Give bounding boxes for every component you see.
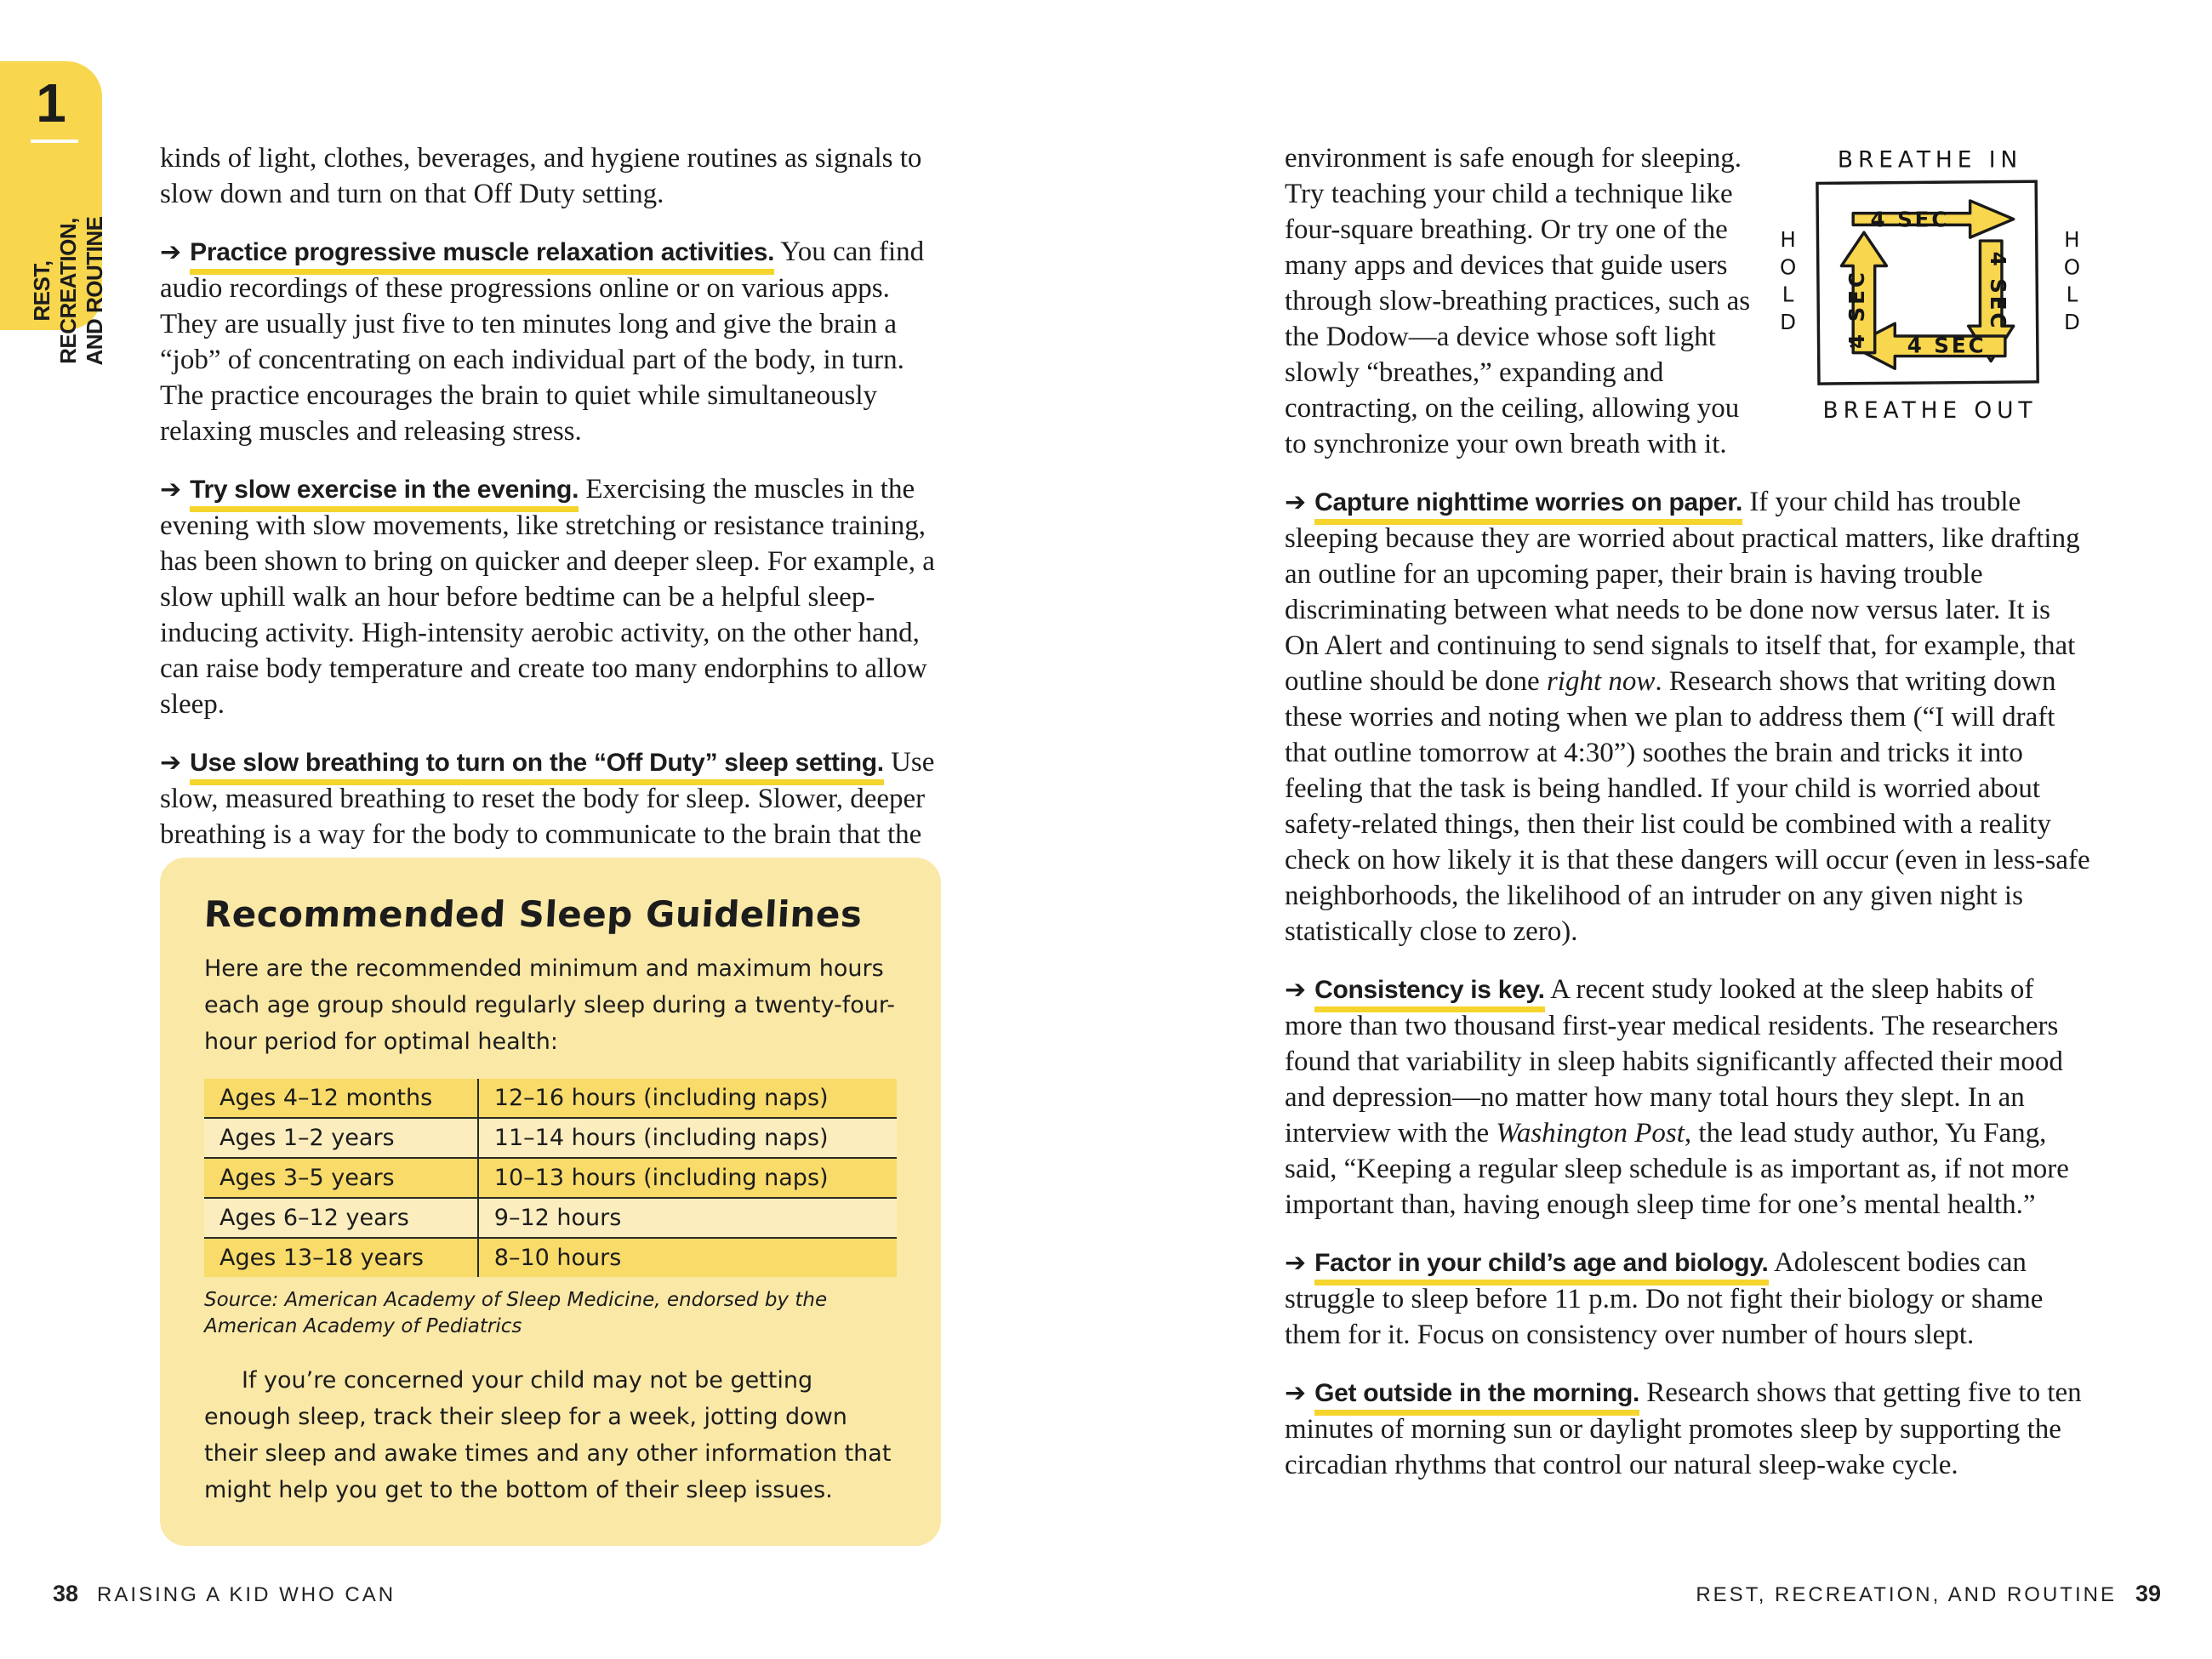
bullet-body: A recent study looked at the sleep habits of more than two thousand first-year medical residents. The researchers found that variability in sleep habits significantly affected their mood and depression—no matter how many total hours they slept. In an interview with the	[1285, 974, 2063, 1149]
diagram-hold-left-label	[1780, 227, 1796, 334]
diagram-4sec-top: 4 SEC	[1870, 207, 1950, 232]
bullet-heading: Get outside in the morning.	[1314, 1379, 1639, 1416]
bullet-get-outside	[1285, 1375, 2091, 1483]
bullet-body: You can find audio recordings of these progressions online or on various apps. They are usually just five to ten minutes long and give the brain a “job” of concentrating on each individual part of the body, in turn. The practice encourages the brain to quiet while simultaneously relaxing muscles and releasing stress.	[160, 237, 925, 447]
svg-text:D: D	[1780, 310, 1797, 335]
arrow-bullet-icon: ➔	[1285, 487, 1307, 517]
bullet-body: Use slow, measured breathing to reset the body for sleep. Slower, deeper breathing is a way for the body to communicate to the brain that the	[160, 747, 935, 850]
arrow-bullet-icon: ➔	[160, 748, 182, 778]
page-number-left: 38	[53, 1581, 79, 1606]
bullet-heading: Capture nighttime worries on paper.	[1314, 488, 1742, 525]
book-title: RAISING A KID WHO CAN	[97, 1583, 396, 1606]
hours-cell: 11–14 hours (including naps)	[478, 1118, 897, 1158]
bullet-body-italic: right now	[1546, 666, 1656, 697]
svg-text:O: O	[1779, 254, 1797, 280]
right-intro-text: environment is safe enough for sleeping. Try teaching your child a technique like four-square breathing. Or try one of the many apps and devices that guide users through slow-breathing practices, such as the Dodow—a device whose soft light slowly “breathes,” expanding and contracting, on the ceiling, allowing you to synchronize your own breath with it.	[1285, 143, 1751, 459]
bullet-age-biology	[1285, 1245, 2091, 1353]
bullet-heading: Factor in your child’s age and biology.	[1314, 1249, 1768, 1286]
diagram-breathe-out-label: BREATHE OUT	[1822, 397, 2038, 425]
hours-cell: 9–12 hours	[478, 1198, 897, 1238]
sleep-box-intro: Here are the recommended minimum and maximum hours each age group should regularly sleep during a twenty-four-hour period for optimal health:	[204, 955, 895, 1055]
diagram-hold-right-label	[2064, 227, 2080, 334]
svg-text:H: H	[2064, 226, 2080, 252]
right-intro-paragraph	[1285, 140, 2091, 462]
bullet-capture-worries	[1285, 484, 2091, 949]
svg-text:H: H	[1780, 226, 1796, 252]
sleep-box-outro: If you’re concerned your child may not be getting enough sleep, track their sleep for a week, jotting down their sleep and awake times and any other information that might help you get to the bottom of their sleep issues.	[204, 1367, 892, 1503]
hours-cell: 8–10 hours	[478, 1238, 897, 1277]
chapter-number: 1	[36, 72, 66, 134]
diagram-4sec-left: 4 SEC	[1844, 270, 1869, 349]
bullet-heading: Try slow exercise in the evening.	[190, 476, 579, 512]
svg-text:D: D	[2063, 310, 2080, 335]
chapter-tab	[0, 61, 107, 366]
age-group-cell: Ages 6–12 years	[204, 1198, 478, 1238]
bullet-body: Adolescent bodies can struggle to sleep before 11 p.m. Do not fight their biology or shame them for it. Focus on consistency over number of hours slept.	[1285, 1247, 2044, 1350]
table-row	[204, 1238, 897, 1277]
bullet-consistency	[1285, 972, 2091, 1223]
arrow-bullet-icon: ➔	[1285, 1248, 1307, 1278]
table-row	[204, 1158, 897, 1198]
table-row	[204, 1079, 897, 1118]
svg-text:L: L	[2066, 282, 2078, 307]
sleep-box-title: Recommended Sleep Guidelines	[202, 893, 864, 935]
arrow-bullet-icon: ➔	[1285, 975, 1307, 1005]
bullet-progressive-muscle-relaxation	[160, 234, 951, 449]
left-page-column	[160, 140, 951, 852]
four-square-breathing-diagram	[1770, 140, 2091, 438]
age-group-cell: Ages 13–18 years	[204, 1238, 478, 1277]
bullet-slow-breathing	[160, 744, 951, 852]
table-row	[204, 1198, 897, 1238]
sleep-guidelines-box	[160, 858, 941, 1546]
sleep-hours-table	[204, 1079, 897, 1277]
left-intro-paragraph: kinds of light, clothes, beverages, and hygiene routines as signals to slow down and turn on that Off Duty setting.	[160, 143, 922, 209]
chapter-running-title: REST, RECREATION, AND ROUTINE	[1696, 1583, 2117, 1606]
svg-text:O: O	[2063, 254, 2081, 280]
bullet-body: . Research shows that writing down these worries and noting when we plan to address them (“I will draft that outline tomorrow at 4:30”) soothes the brain and tricks it into feeling that the task is being handled. If your child is worried about safety-related things, then their list could be combined with a reality check on how likely it is that these dangers will occur (even in less-safe neighborhoods, the likelihood of an intruder on any given night is statistically close to zero).	[1285, 666, 2090, 947]
right-page-column	[1285, 140, 2091, 1483]
bullet-body-italic: Washington Post	[1496, 1118, 1685, 1149]
bullet-body: Exercising the muscles in the evening with slow movements, like stretching or resistance training, has been shown to bring on quicker and deeper sleep. For example, a slow uphill walk an hour before bedtime can be a helpful sleep-inducing activity. High-intensity aerobic activity, on the other hand, can raise body temperature and create too many endorphins to allow sleep.	[160, 474, 935, 720]
chapter-title-vertical	[29, 192, 107, 390]
age-group-cell: Ages 3–5 years	[204, 1158, 478, 1198]
arrow-bullet-icon: ➔	[1285, 1378, 1307, 1408]
sleep-box-source-note: Source: American Academy of Sleep Medicine, endorsed by the American Academy of Pediatrics	[204, 1289, 828, 1337]
diagram-4sec-right: 4 SEC	[1986, 251, 2011, 331]
tab-divider-line	[31, 140, 78, 143]
right-page-footer	[1696, 1581, 2161, 1607]
chapter-title-line2: AND ROUTINE	[82, 216, 107, 366]
age-group-cell: Ages 1–2 years	[204, 1118, 478, 1158]
hours-cell: 12–16 hours (including naps)	[478, 1079, 897, 1118]
chapter-title-line1: REST, RECREATION,	[29, 218, 81, 364]
age-group-cell: Ages 4–12 months	[204, 1079, 478, 1118]
diagram-4sec-bottom: 4 SEC	[1907, 333, 1987, 358]
page-number-right: 39	[2135, 1581, 2161, 1606]
diagram-breathe-in-label: BREATHE IN	[1837, 146, 2023, 174]
arrow-bullet-icon: ➔	[160, 237, 182, 267]
arrow-bullet-icon: ➔	[160, 475, 182, 505]
svg-text:L: L	[1782, 282, 1794, 307]
hours-cell: 10–13 hours (including naps)	[478, 1158, 897, 1198]
left-page-footer	[53, 1581, 396, 1607]
bullet-body: , the lead study author, Yu Fang, said, “Keeping a regular sleep schedule is as important as, if not more important than, having enough sleep time for one’s mental health.”	[1285, 1118, 2069, 1220]
bullet-heading: Use slow breathing to turn on the “Off Duty” sleep setting.	[190, 749, 884, 785]
table-row	[204, 1118, 897, 1158]
bullet-heading: Consistency is key.	[1314, 976, 1545, 1012]
bullet-body: If your child has trouble sleeping because they are worried about practical matters, like drafting an outline for an upcoming paper, their brain is having trouble discriminating between what needs to be done now versus later. It is On Alert and continuing to send signals to itself that, for example, that outline should be done	[1285, 487, 2080, 697]
bullet-heading: Practice progressive muscle relaxation activities.	[190, 238, 774, 275]
bullet-slow-exercise	[160, 471, 951, 722]
bullet-body: Research shows that getting five to ten minutes of morning sun or daylight promotes sleep by supporting the circadian rhythms that control our natural sleep-wake cycle.	[1285, 1377, 2082, 1480]
